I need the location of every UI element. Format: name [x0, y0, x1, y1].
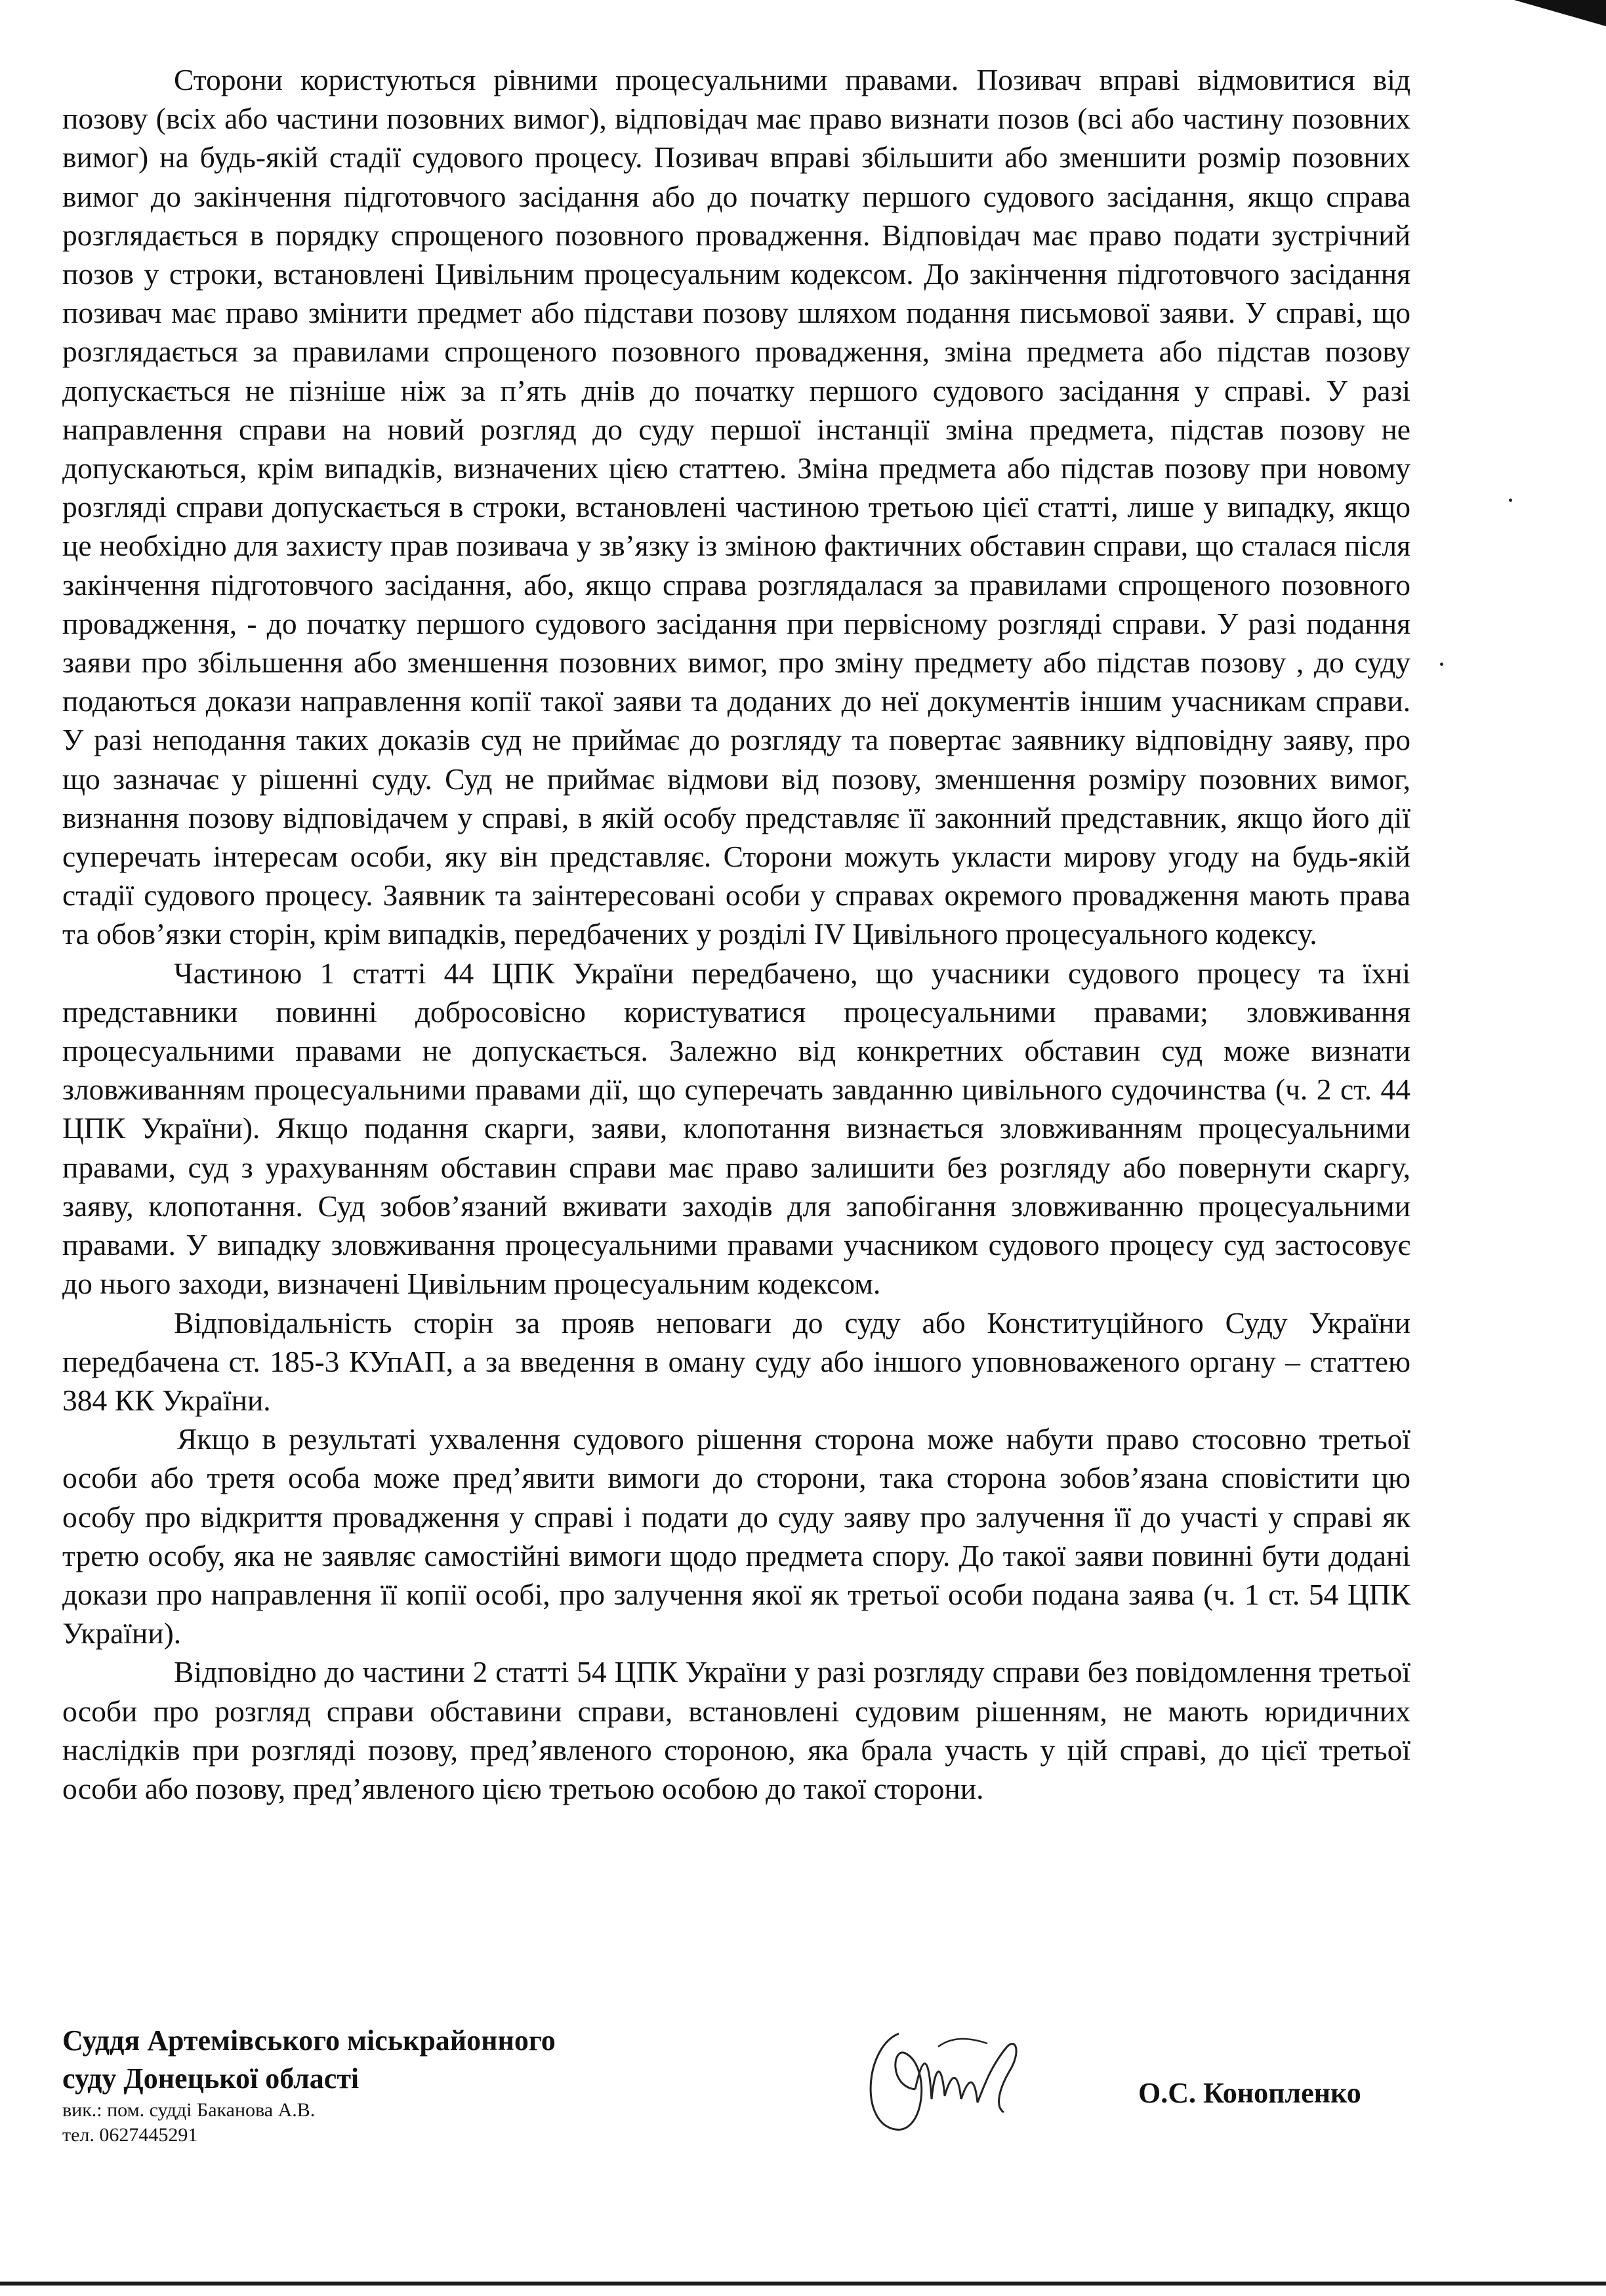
- scan-bottom-edge: [0, 2282, 1606, 2286]
- scan-speck: [1509, 499, 1512, 502]
- scan-corner-mark: [1514, 0, 1606, 26]
- phone-number: тел. 0627445291: [62, 2124, 198, 2146]
- handwritten-signature: [853, 2007, 1050, 2152]
- paragraph-abuse-of-rights: Частиною 1 статті 44 ЦПК України передбачено, що учасники судового процесу та їхні представники повинні добросовісно користуватися процесуальними правами; зловживання процесуальними правами не допускається. Залежно від конкретних обставин суд може визнати зловживанням процесуальними правами дії, що суперечать завданню цивільного судочинства (ч. 2 ст. 44 ЦПК України). Якщо подання скарги, заяви, клопотання визнається зловживанням процесуальними правами, суд з урахуванням обставин справи має право залишити без розгляду або повернути скаргу, заяву, клопотання. Суд зобов’язаний вживати заходів для запобігання зловживанню процесуальними правами. У випадку зловживання процесуальними правами учасником судового процесу суд застосовує до нього заходи, визначені Цивільним процесуальним кодексом.: [62, 956, 1410, 1301]
- paragraph-liability: Відповідальність сторін за прояв неповаги до суду або Конституційного Суду України передбачена ст. 185-3 КУпАП, а за введення в оману суду або іншого уповноваженого органу – статтею 384 КК України.: [62, 1305, 1410, 1417]
- judge-title-line1: Суддя Артемівського міськрайонного: [62, 2024, 556, 2057]
- scan-speck: [1440, 663, 1443, 666]
- paragraph-third-party: Якщо в результаті ухвалення судового рішення сторона може набути право стосовно третьої особи або третя особа може пред’явити вимоги до сторони, така сторона зобов’язана сповістити цю особу про відкриття провадження у справі і подати до суду заяву про залучення її до участі у справі як третю особу, яка не заявляє самостійні вимоги щодо предмета спору. До такої заяви повинні бути додані докази про направлення її копії особі, про залучення якої як третьої особи подана заява (ч. 1 ст. 54 ЦПК України).: [62, 1422, 1410, 1650]
- document-body: [62, 60, 1410, 1808]
- paragraph-third-party-notice: Відповідно до частини 2 статті 54 ЦПК України у разі розгляду справи без повідомлення третьої особи про розгляд справи обставини справи, встановлені судовим рішенням, не мають юридичних наслідків при розгляді позову, пред’явленого стороною, яка брала участь у цій справі, до цієї третьої особи або позову, пред’явленого цією третьою особою до такої сторони.: [62, 1655, 1410, 1805]
- judge-title-line2: суду Донецької області: [62, 2062, 360, 2095]
- paragraph-parties-rights: Сторони користуються рівними процесуальними правами. Позивач вправі відмовитися від позову (всіх або частини позовних вимог), відповідач має право визнати позов (всі або частину позовних вимог) на будь-якій стадії судового процесу. Позивач вправі збільшити або зменшити розмір позовних вимог до закінчення підготовчого засідання або до початку першого судового засідання, якщо справа розглядається в порядку спрощеного позовного провадження. Відповідач має право подати зустрічний позов у строки, встановлені Цивільним процесуальним кодексом. До закінчення підготовчого засідання позивач має право змінити предмет або підстави позову шляхом подання письмової заяви. У справі, що розглядається за правилами спрощеного позовного провадження, зміна предмета або підстав позову допускається не пізніше ніж за п’ять днів до початку першого судового засідання у справі. У разі направлення справи на новий розгляд до суду першої інстанції зміна предмета, підстав позову не допускаються, крім випадків, визначених цією статтею. Зміна предмета або підстав позову при новому розгляді справи допускається в строки, встановлені частиною третьою цієї статті, лише у випадку, якщо це необхідно для захисту прав позивача у зв’язку із зміною фактичних обставин справи, що сталася після закінчення підготовчого засідання, або, якщо справа розглядалася за правилами спрощеного позовного провадження, - до початку першого судового засідання при первісному розгляді справи. У разі подання заяви про збільшення або зменшення позовних вимог, про зміну предмету або підстав позову , до суду подаються докази направлення копії такої заяви та доданих до неї документів іншим учасникам справи. У разі неподання таких доказів суд не приймає до розгляду та повертає заявнику відповідну заяву, про що зазначає у рішенні суду. Суд не приймає відмови від позову, зменшення розміру позовних вимог, визнання позову відповідачем у справі, в якій особу представляє її законний представник, якщо його дії суперечать інтересам особи, яку він представляє. Сторони можуть укласти мирову угоду на будь-якій стадії судового процесу. Заявник та заінтересовані особи у справах окремого провадження мають права та обов’язки сторін, крім випадків, передбачених у розділі IV Цивільного процесуального кодексу.: [62, 63, 1410, 951]
- judge-name: О.С. Конопленко: [1138, 2077, 1361, 2109]
- executor-note: вик.: пом. судді Баканова А.В.: [62, 2099, 316, 2121]
- signature-block: [62, 2022, 653, 2148]
